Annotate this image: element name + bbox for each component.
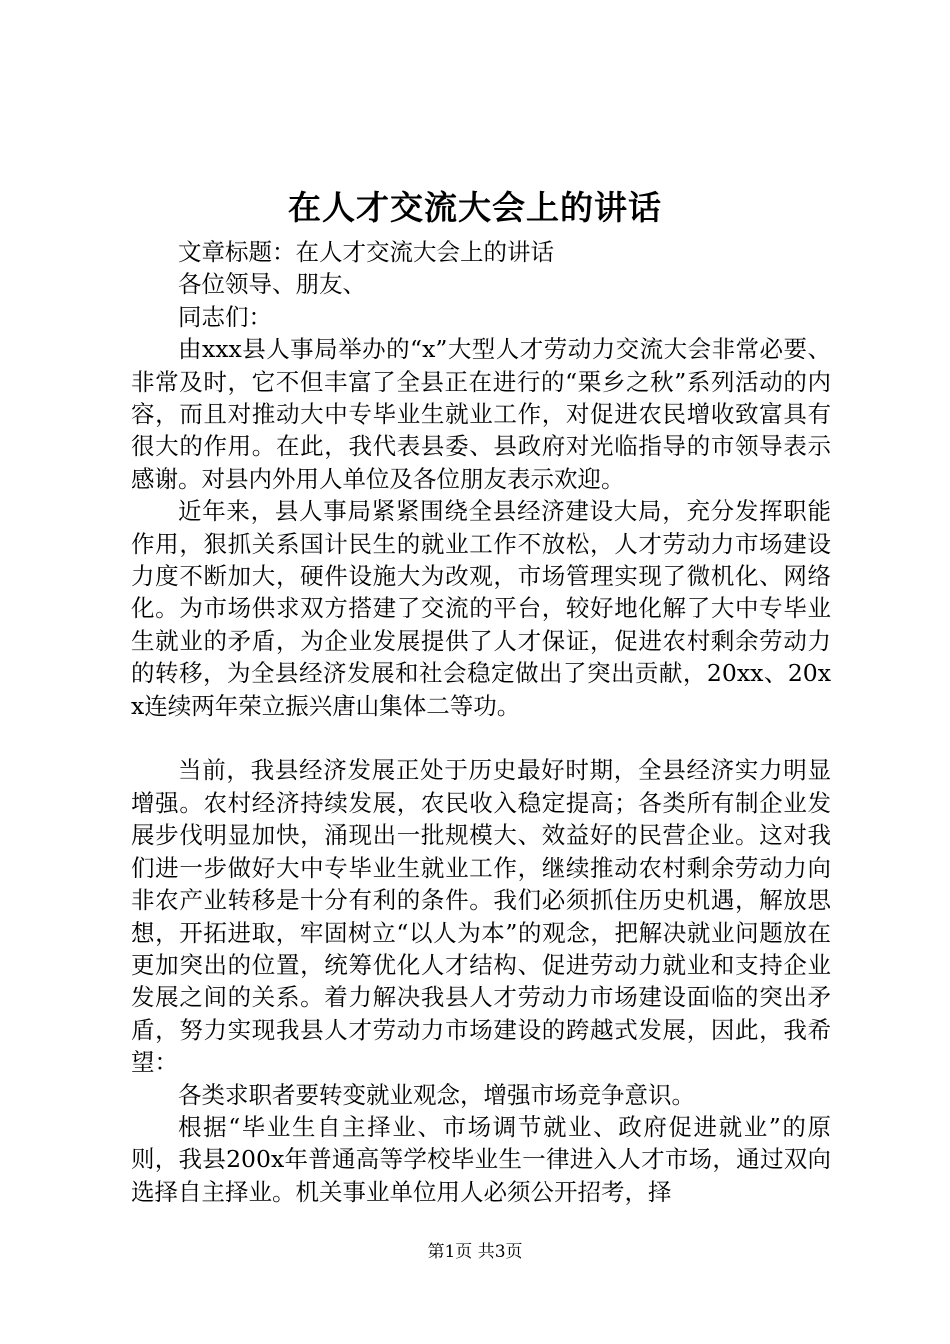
- paragraph-current-situation: 当前，我县经济发展正处于历史最好时期，全县经济实力明显增强。农村经济持续发展，农民收入稳定提高；各类所有制企业发展步伐明显加快，涌现出一批规模大、效益好的民营企业。这对我们进一步做好大中专毕业生就业工作，继续推动农村剩余劳动力向非农产业转移是十分有利的条件。我们必须抓住历史机遇，解放思想，开拓进取，牢固树立“以人为本”的观念，把解决就业问题放在更加突出的位置，统筹优化人才结构、促进劳动力就业和支持企业发展之间的关系。着力解决我县人才劳动力市场建设面临的突出矛盾，努力实现我县人才劳动力市场建设的跨越式发展，因此，我希望：: [131, 756, 831, 1077]
- paragraph-intro: 由xxx县人事局举办的“x”大型人才劳动力交流大会非常必要、非常及时，它不但丰富了全县正在进行的“栗乡之秋”系列活动的内容，而且对推动大中专毕业生就业工作，对促进农民增收致富具有很大的作用。在此，我代表县委、县政府对光临指导的市领导表示感谢。对县内外用人单位及各位朋友表示欢迎。: [131, 335, 831, 493]
- salutation-line-2: 同志们：: [178, 302, 272, 331]
- page-footer: 第1页 共3页: [427, 1242, 523, 1262]
- document-title: 在人才交流大会上的讲话: [288, 188, 662, 227]
- paragraph-spacer: [131, 722, 831, 754]
- paragraph-job-seekers: 各类求职者要转变就业观念，增强市场竞争意识。: [178, 1080, 695, 1109]
- paragraph-achievements: 近年来，县人事局紧紧围绕全县经济建设大局，充分发挥职能作用，狠抓关系国计民生的就业工作不放松，人才劳动力市场建设力度不断加大，硬件设施大为改观，市场管理实现了微机化、网络化。为市场供求双方搭建了交流的平台，较好地化解了大中专毕业生就业的矛盾，为企业发展提供了人才保证，促进农村剩余劳动力的转移，为全县经济发展和社会稳定做出了突出贡献，20xx、20xx连续两年荣立振兴唐山集体二等功。: [131, 497, 831, 720]
- article-title-line: 文章标题：在人才交流大会上的讲话: [178, 238, 554, 266]
- document-body: [131, 236, 831, 1208]
- paragraph-principle: 根据“毕业生自主择业、市场调节就业、政府促进就业”的原则，我县200x年普通高等学校毕业生一律进入人才市场，通过双向选择自主择业。机关事业单位用人必须公开招考，择: [131, 1112, 831, 1206]
- salutation-line-1: 各位领导、朋友、: [178, 270, 366, 299]
